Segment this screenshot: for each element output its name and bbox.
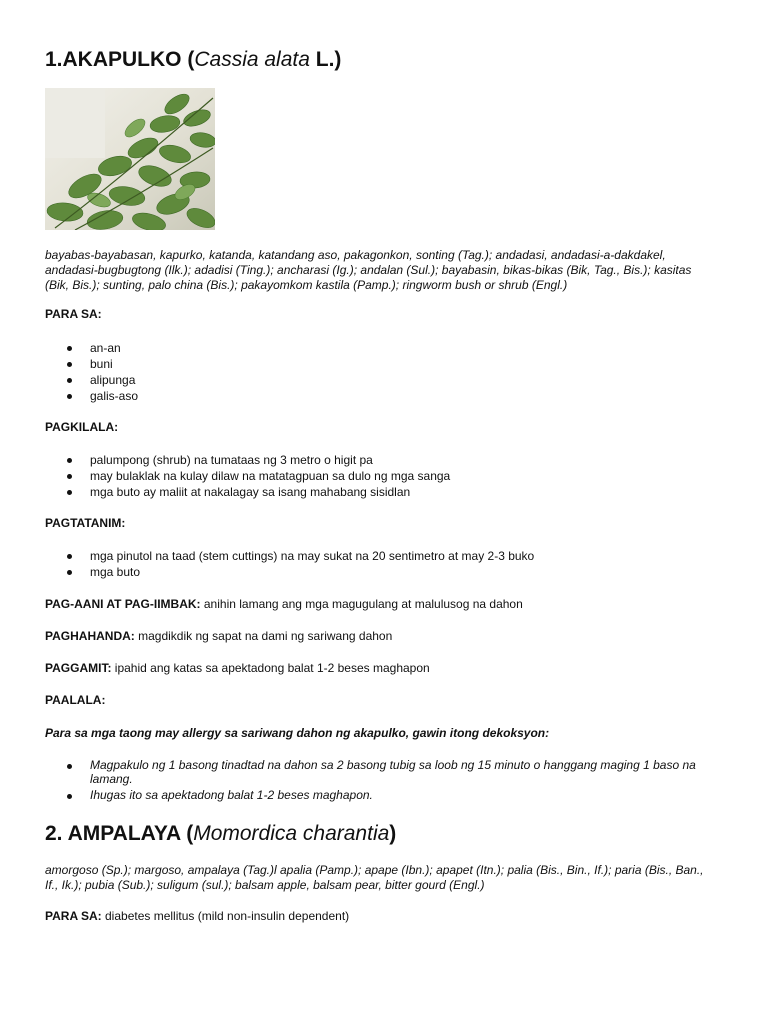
allergy-note: Para sa mga taong may allergy sa sariwang dahon ng akapulko, gawin itong dekoksyon: <box>45 726 550 740</box>
list-item: buni <box>45 356 715 372</box>
para-sa-text: diabetes mellitus (mild non-insulin dependent) <box>101 909 350 923</box>
list-item: mga buto <box>45 564 715 580</box>
paggamit-line <box>45 661 430 676</box>
dekoksyon-list <box>45 758 715 804</box>
list-item: palumpong (shrub) na tumataas ng 3 metro o higit pa <box>45 452 715 468</box>
section-title-akapulko <box>45 47 341 72</box>
title-prefix: 2. AMPALAYA ( <box>45 822 194 845</box>
para-sa-label: PARA SA: <box>45 307 102 321</box>
pagkilala-list <box>45 452 715 500</box>
pagkilala-label: PAGKILALA: <box>45 420 119 434</box>
para-sa-line <box>45 909 349 924</box>
list-item: mga buto ay maliit at nakalagay sa isang mahabang sisidlan <box>45 484 715 500</box>
paghahanda-text: magdikdik ng sapat na dami ng sariwang dahon <box>134 629 393 643</box>
scientific-name: Cassia alata <box>194 48 310 71</box>
list-item: Ihugas ito sa apektadong balat 1-2 beses maghapon. <box>45 788 715 802</box>
common-names: amorgoso (Sp.); margoso, ampalaya (Tag.)l apalia (Pamp.); apape (Ibn.); apapet (Itn.); palia (Bis., Bin., If.); paria (Bis., Ban., If., Ik.); pubia (Sub.); suligum (sul.); balsam apple, balsam pear, bitter gourd (Engl.) <box>45 863 704 892</box>
para-sa-list <box>45 340 715 404</box>
list-item: an-an <box>45 340 715 356</box>
paggamit-text: ipahid ang katas sa apektadong balat 1-2 beses maghapon <box>111 661 430 675</box>
paggamit-label: PAGGAMIT: <box>45 661 112 675</box>
list-item: mga pinutol na taad (stem cuttings) na may sukat na 20 sentimetro at may 2-3 buko <box>45 548 715 564</box>
para-sa-label: PARA SA: <box>45 909 102 923</box>
section-title-ampalaya <box>45 821 396 846</box>
title-prefix: 1.AKAPULKO ( <box>45 48 195 71</box>
scientific-name: Momordica charantia <box>193 822 390 845</box>
pagtatanim-list <box>45 548 715 580</box>
list-item: alipunga <box>45 372 715 388</box>
pagtatanim-label: PAGTATANIM: <box>45 516 126 530</box>
paalala-label: PAALALA: <box>45 693 106 707</box>
list-item: may bulaklak na kulay dilaw na matatagpuan sa dulo ng mga sanga <box>45 468 715 484</box>
paghahanda-label: PAGHAHANDA: <box>45 629 135 643</box>
pag-aani-text: anihin lamang ang mga magugulang at malulusog na dahon <box>200 597 523 611</box>
title-suffix: L.) <box>309 48 342 71</box>
pag-aani-line <box>45 597 523 612</box>
akapulko-photo <box>45 88 215 230</box>
paghahanda-line <box>45 629 392 644</box>
common-names: bayabas-bayabasan, kapurko, katanda, katandang aso, pakagonkon, sonting (Tag.); andadasi, andadasi-a-dakdakel, andadasi-bugbugtong (Ilk.); adadisi (Ting.); ancharasi (Ig.); andalan (Sul.); bayabasin, bikas-bikas (Bik, Tag., Bis.); kasitas (Bik, Bis.); sunting, palo china (Bis.); pakayomkom kastila (Pamp.); ringworm bush or shrub (Engl.) <box>45 248 692 292</box>
pag-aani-label: PAG-AANI AT PAG-IIMBAK: <box>45 597 201 611</box>
plant-leaves-image <box>45 88 215 230</box>
list-item: galis-aso <box>45 388 715 404</box>
title-suffix: ) <box>389 822 397 845</box>
list-item: Magpakulo ng 1 basong tinadtad na dahon sa 2 basong tubig sa loob ng 15 minuto o hanggang maging 1 baso na lamang. <box>45 758 715 786</box>
